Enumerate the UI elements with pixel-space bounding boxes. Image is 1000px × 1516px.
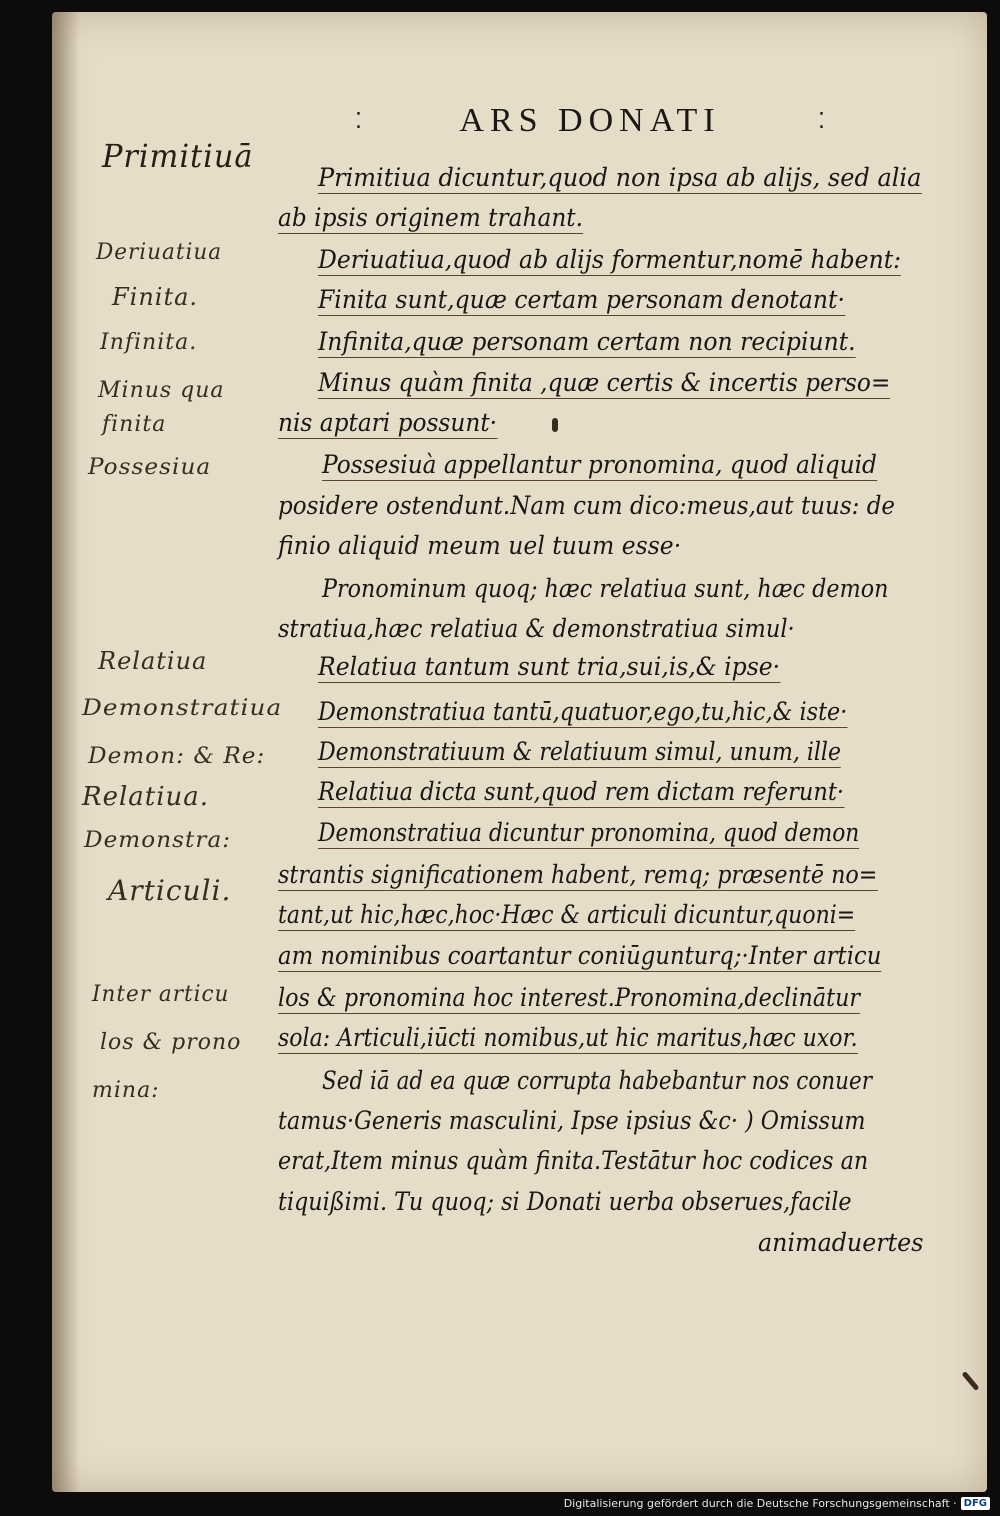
text-line: Demonstratiua tantū,quatuor,ego,tu,hic,& iste· (318, 697, 848, 726)
text-line: stratiua,hæc relatiua & demonstratiua simul· (278, 614, 795, 643)
margin-note: Demonstratiua (82, 696, 283, 721)
text-line: los & pronomina hoc interest.Pronomina,declinātur (278, 983, 861, 1012)
text-line: Minus quàm finita ,quæ certis & incertis perso= (318, 368, 891, 397)
text-line: erat,Item minus quàm finita.Testātur hoc codices an (278, 1146, 869, 1175)
margin-note: los & prono (100, 1030, 242, 1055)
text-line: Sed iā ad ea quæ corrupta habebantur nos conuer (322, 1066, 872, 1095)
margin-note: Articuli. (108, 874, 232, 907)
margin-note: Deriuatiua (96, 240, 223, 265)
text-line: Finita sunt,quæ certam personam denotant· (318, 285, 845, 314)
text-line: Pronominum quoq; hæc relatiua sunt, hæc demon (322, 574, 889, 603)
text-line: Demonstratiuum & relatiuum simul, unum, ille (318, 737, 841, 766)
footer-credit: Digitalisierung gefördert durch die Deutsche Forschungsgemeinschaft · (563, 1496, 957, 1510)
header-ornament-left: ⁚ (355, 108, 362, 133)
text-line: tiquißimi. Tu quoq; si Donati uerba obserues,facile (278, 1187, 852, 1216)
text-line: tamus·Generis masculini, Ipse ipsius &c· ) Omissum (278, 1106, 866, 1135)
text-line: am nominibus coartantur coniūgunturq;·Inter articu (278, 941, 882, 970)
margin-note: Inter articu (92, 982, 230, 1007)
text-line: Demonstratiua dicuntur pronomina, quod demon (318, 818, 860, 847)
text-line: finio aliquid meum uel tuum esse· (278, 531, 682, 560)
text-line: tant,ut hic,hæc,hoc·Hæc & articuli dicuntur,quoni= (278, 900, 856, 929)
text-line: ab ipsis originem trahant. (278, 203, 584, 232)
margin-note: Finita. (112, 283, 199, 311)
text-line: animaduertes (758, 1228, 924, 1257)
text-line: Deriuatiua,quod ab alijs formentur,nomē habent: (318, 245, 902, 274)
header-ornament-right: ⁚ (818, 108, 825, 133)
margin-note: Relatiua (98, 647, 208, 675)
text-line: strantis significationem habent, remq; præsentē no= (278, 860, 878, 889)
text-line: nis aptari possunt· (278, 408, 498, 437)
text-line: Possesiuà appellantur pronomina, quod aliquid (322, 450, 877, 479)
margin-note: Primitiuā (102, 137, 254, 175)
text-line: Relatiua dicta sunt,quod rem dictam referunt· (318, 777, 845, 806)
dfg-logo: DFG (961, 1497, 990, 1510)
text-line: posidere ostendunt.Nam cum dico:meus,aut tuus: de (278, 491, 896, 520)
text-line: Relatiua tantum sunt tria,sui,is,& ipse· (318, 652, 781, 681)
page-gutter-shadow (52, 12, 80, 1492)
running-header (355, 101, 825, 141)
margin-note: Demonstra: (84, 828, 232, 853)
text-line: sola: Articuli,iūcti nomibus,ut hic maritus,hæc uxor. (278, 1023, 858, 1052)
digitization-footer (564, 1494, 990, 1512)
running-header-title: ARS DONATI (459, 102, 721, 139)
margin-note: Demon: & Re: (88, 744, 266, 769)
margin-note: Minus qua (98, 378, 225, 403)
margin-note: Infinita. (100, 330, 198, 355)
margin-note: mina: (92, 1078, 160, 1103)
text-line: Primitiua dicuntur,quod non ipsa ab alijs, sed alia (318, 163, 922, 192)
ink-blot (552, 418, 558, 432)
text-line: Infinita,quæ personam certam non recipiunt. (318, 327, 856, 356)
margin-note: Possesiua (88, 455, 212, 480)
margin-note: finita (102, 412, 167, 437)
margin-note: Relatiua. (82, 782, 210, 812)
